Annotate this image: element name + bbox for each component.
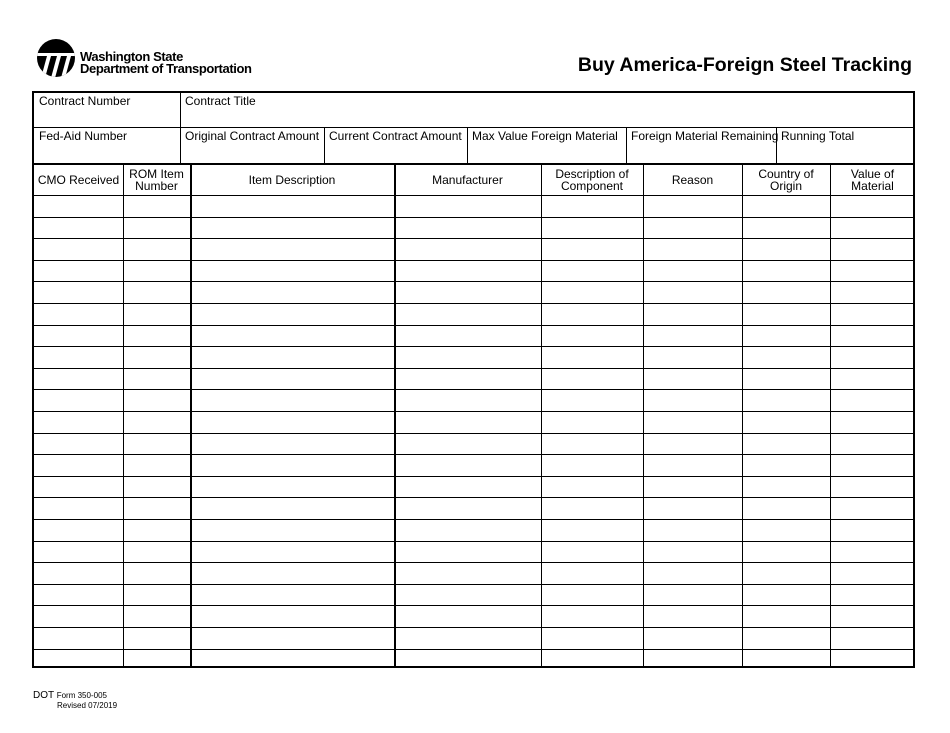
table-cell[interactable] — [541, 497, 643, 519]
table-cell[interactable] — [190, 389, 394, 411]
table-cell[interactable] — [830, 605, 915, 627]
table-cell[interactable] — [190, 238, 394, 260]
table-cell[interactable] — [190, 649, 394, 671]
table-cell[interactable] — [394, 454, 541, 476]
table-cell[interactable] — [394, 368, 541, 390]
column-header: Value of Material — [850, 167, 895, 193]
table-cell[interactable] — [34, 497, 123, 519]
table-cell[interactable] — [742, 476, 830, 498]
table-cell[interactable] — [541, 389, 643, 411]
table-cell[interactable] — [394, 389, 541, 411]
column-header: ROM Item Number — [129, 167, 184, 193]
table-cell[interactable] — [394, 627, 541, 649]
column-header: CMO Received — [37, 173, 120, 187]
table-cell[interactable] — [742, 281, 830, 303]
table-cell[interactable] — [541, 238, 643, 260]
table-cell[interactable] — [742, 541, 830, 563]
table-cell[interactable] — [830, 281, 915, 303]
table-cell[interactable] — [830, 584, 915, 606]
table-cell[interactable] — [830, 497, 915, 519]
table-cell[interactable] — [541, 260, 643, 282]
running-total-field[interactable]: Running Total — [781, 129, 855, 143]
table-cell[interactable] — [541, 541, 643, 563]
table-cell[interactable] — [34, 627, 123, 649]
table-cell[interactable] — [541, 454, 643, 476]
table-cell[interactable] — [541, 281, 643, 303]
table-cell[interactable] — [123, 541, 190, 563]
table-cell[interactable] — [123, 389, 190, 411]
table-cell[interactable] — [742, 519, 830, 541]
table-cell[interactable] — [394, 195, 541, 217]
table-cell[interactable] — [643, 541, 742, 563]
table-cell[interactable] — [742, 389, 830, 411]
table-cell[interactable] — [123, 346, 190, 368]
fed-aid-number-field[interactable]: Fed-Aid Number — [39, 129, 128, 143]
table-cell[interactable] — [742, 325, 830, 347]
table-cell[interactable] — [190, 454, 394, 476]
table-cell[interactable] — [742, 411, 830, 433]
table-cell[interactable] — [643, 281, 742, 303]
table-cell[interactable] — [190, 368, 394, 390]
table-cell[interactable] — [123, 260, 190, 282]
divider — [467, 127, 468, 164]
table-cell[interactable] — [541, 217, 643, 239]
table-cell[interactable] — [34, 217, 123, 239]
table-cell[interactable] — [643, 584, 742, 606]
table-cell[interactable] — [742, 346, 830, 368]
table-cell[interactable] — [643, 195, 742, 217]
table-cell[interactable] — [541, 303, 643, 325]
table-cell[interactable] — [830, 325, 915, 347]
table-cell[interactable] — [541, 433, 643, 455]
dot-label: DOT — [33, 690, 54, 701]
table-cell[interactable] — [190, 562, 394, 584]
table-cell[interactable] — [34, 454, 123, 476]
table-cell[interactable] — [394, 519, 541, 541]
divider — [324, 127, 325, 164]
table-cell[interactable] — [830, 433, 915, 455]
table-cell[interactable] — [541, 627, 643, 649]
table-cell[interactable] — [830, 454, 915, 476]
table-cell[interactable] — [190, 476, 394, 498]
table-cell[interactable] — [742, 433, 830, 455]
table-cell[interactable] — [394, 584, 541, 606]
table-cell[interactable] — [643, 519, 742, 541]
table-cell[interactable] — [190, 260, 394, 282]
table-cell[interactable] — [643, 605, 742, 627]
logo-line-1: Washington State — [80, 49, 183, 64]
table-cell[interactable] — [541, 649, 643, 671]
table-cell[interactable] — [643, 346, 742, 368]
table-cell[interactable] — [34, 325, 123, 347]
table-cell[interactable] — [830, 389, 915, 411]
table-cell[interactable] — [123, 217, 190, 239]
table-cell[interactable] — [123, 584, 190, 606]
table-cell[interactable] — [541, 346, 643, 368]
tracking-form-table — [32, 91, 915, 668]
table-cell[interactable] — [830, 562, 915, 584]
form-number: Form 350-005 — [56, 691, 107, 700]
divider — [180, 93, 181, 164]
table-cell[interactable] — [643, 497, 742, 519]
table-cell[interactable] — [190, 217, 394, 239]
table-cell[interactable] — [394, 605, 541, 627]
table-cell[interactable] — [394, 238, 541, 260]
table-cell[interactable] — [643, 433, 742, 455]
table-cell[interactable] — [830, 649, 915, 671]
table-cell[interactable] — [34, 389, 123, 411]
table-cell[interactable] — [394, 346, 541, 368]
table-cell[interactable] — [742, 627, 830, 649]
divider — [776, 127, 777, 164]
table-cell[interactable] — [742, 368, 830, 390]
table-cell[interactable] — [190, 325, 394, 347]
table-cell[interactable] — [123, 649, 190, 671]
table-cell[interactable] — [190, 584, 394, 606]
table-cell[interactable] — [394, 411, 541, 433]
table-cell[interactable] — [830, 368, 915, 390]
table-cell[interactable] — [742, 195, 830, 217]
table-cell[interactable] — [541, 584, 643, 606]
table-cell[interactable] — [190, 519, 394, 541]
table-cell[interactable] — [541, 476, 643, 498]
table-cell[interactable] — [541, 195, 643, 217]
table-cell[interactable] — [394, 562, 541, 584]
wsdot-logo — [36, 38, 276, 78]
table-cell[interactable] — [34, 541, 123, 563]
table-cell[interactable] — [643, 411, 742, 433]
original-contract-amount-field[interactable]: Original Contract Amount — [185, 129, 320, 143]
table-cell[interactable] — [123, 497, 190, 519]
table-cell[interactable] — [123, 605, 190, 627]
table-cell[interactable] — [394, 497, 541, 519]
table-cell[interactable] — [830, 238, 915, 260]
table-cell[interactable] — [742, 454, 830, 476]
table-cell[interactable] — [123, 519, 190, 541]
table-cell[interactable] — [34, 411, 123, 433]
table-cell[interactable] — [742, 584, 830, 606]
table-cell[interactable] — [34, 562, 123, 584]
column-header: Country of Origin — [758, 167, 814, 193]
table-cell[interactable] — [643, 562, 742, 584]
table-cell[interactable] — [190, 541, 394, 563]
logo-line-2: Department of Transportation — [80, 61, 252, 76]
table-cell[interactable] — [190, 411, 394, 433]
table-cell[interactable] — [830, 476, 915, 498]
table-cell[interactable] — [541, 519, 643, 541]
table-cell[interactable] — [394, 325, 541, 347]
table-cell[interactable] — [541, 605, 643, 627]
table-cell[interactable] — [123, 454, 190, 476]
foreign-material-remaining-field[interactable]: Foreign Material Remaining — [631, 129, 779, 143]
table-cell[interactable] — [123, 238, 190, 260]
table-cell[interactable] — [34, 260, 123, 282]
table-cell[interactable] — [123, 325, 190, 347]
table-cell[interactable] — [541, 562, 643, 584]
table-cell[interactable] — [190, 346, 394, 368]
table-cell[interactable] — [394, 303, 541, 325]
divider — [626, 127, 627, 164]
max-value-foreign-material-field[interactable]: Max Value Foreign Material — [472, 129, 618, 143]
current-contract-amount-field[interactable]: Current Contract Amount — [329, 129, 462, 143]
table-cell[interactable] — [643, 627, 742, 649]
table-cell[interactable] — [830, 346, 915, 368]
table-cell[interactable] — [830, 411, 915, 433]
table-cell[interactable] — [190, 303, 394, 325]
form-id — [33, 690, 107, 701]
table-cell[interactable] — [394, 476, 541, 498]
table-cell[interactable] — [34, 281, 123, 303]
table-cell[interactable] — [394, 217, 541, 239]
table-cell[interactable] — [541, 325, 643, 347]
form-title: Buy America-Foreign Steel Tracking — [577, 54, 912, 76]
table-cell[interactable] — [830, 627, 915, 649]
table-cell[interactable] — [742, 217, 830, 239]
table-cell[interactable] — [394, 649, 541, 671]
table-cell[interactable] — [34, 346, 123, 368]
table-cell[interactable] — [830, 519, 915, 541]
table-cell[interactable] — [34, 303, 123, 325]
table-cell[interactable] — [190, 605, 394, 627]
table-cell[interactable] — [830, 217, 915, 239]
table-cell[interactable] — [34, 605, 123, 627]
table-cell[interactable] — [643, 454, 742, 476]
table-cell[interactable] — [643, 303, 742, 325]
table-cell[interactable] — [34, 519, 123, 541]
revision-date: Revised 07/2019 — [57, 701, 118, 710]
table-cell[interactable] — [34, 238, 123, 260]
table-cell[interactable] — [742, 238, 830, 260]
table-cell[interactable] — [34, 195, 123, 217]
table-cell[interactable] — [190, 281, 394, 303]
contract-title-field[interactable]: Contract Title — [185, 94, 256, 108]
table-cell[interactable] — [34, 368, 123, 390]
table-cell[interactable] — [643, 217, 742, 239]
wsdot-emblem-icon — [36, 38, 76, 78]
table-cell[interactable] — [394, 260, 541, 282]
table-cell[interactable] — [643, 476, 742, 498]
table-cell[interactable] — [742, 497, 830, 519]
table-cell[interactable] — [742, 260, 830, 282]
column-header: Reason — [671, 173, 714, 187]
table-cell[interactable] — [123, 476, 190, 498]
table-cell[interactable] — [123, 433, 190, 455]
table-cell[interactable] — [742, 605, 830, 627]
table-cell[interactable] — [830, 303, 915, 325]
table-cell[interactable] — [34, 649, 123, 671]
table-cell[interactable] — [643, 238, 742, 260]
table-cell[interactable] — [643, 649, 742, 671]
table-cell[interactable] — [123, 562, 190, 584]
table-cell[interactable] — [123, 303, 190, 325]
table-cell[interactable] — [742, 562, 830, 584]
table-cell[interactable] — [34, 476, 123, 498]
table-cell[interactable] — [394, 433, 541, 455]
table-cell[interactable] — [34, 433, 123, 455]
column-header: Description of Component — [555, 167, 629, 193]
contract-number-field[interactable]: Contract Number — [39, 94, 131, 108]
table-cell[interactable] — [541, 368, 643, 390]
table-cell[interactable] — [742, 303, 830, 325]
column-header: Item Description — [248, 173, 336, 187]
table-cell[interactable] — [190, 433, 394, 455]
table-cell[interactable] — [643, 260, 742, 282]
table-cell[interactable] — [123, 627, 190, 649]
table-cell[interactable] — [830, 195, 915, 217]
table-cell[interactable] — [394, 541, 541, 563]
table-cell[interactable] — [541, 411, 643, 433]
table-cell[interactable] — [190, 497, 394, 519]
table-cell[interactable] — [123, 368, 190, 390]
table-cell[interactable] — [643, 325, 742, 347]
table-cell[interactable] — [190, 627, 394, 649]
table-cell[interactable] — [742, 649, 830, 671]
table-cell[interactable] — [643, 368, 742, 390]
table-cell[interactable] — [830, 541, 915, 563]
table-cell[interactable] — [123, 195, 190, 217]
column-header: Manufacturer — [432, 173, 503, 187]
table-cell[interactable] — [190, 195, 394, 217]
table-cell[interactable] — [123, 411, 190, 433]
table-cell[interactable] — [643, 389, 742, 411]
divider — [34, 127, 913, 128]
table-cell[interactable] — [34, 584, 123, 606]
table-cell[interactable] — [123, 281, 190, 303]
table-cell[interactable] — [394, 281, 541, 303]
table-cell[interactable] — [830, 260, 915, 282]
